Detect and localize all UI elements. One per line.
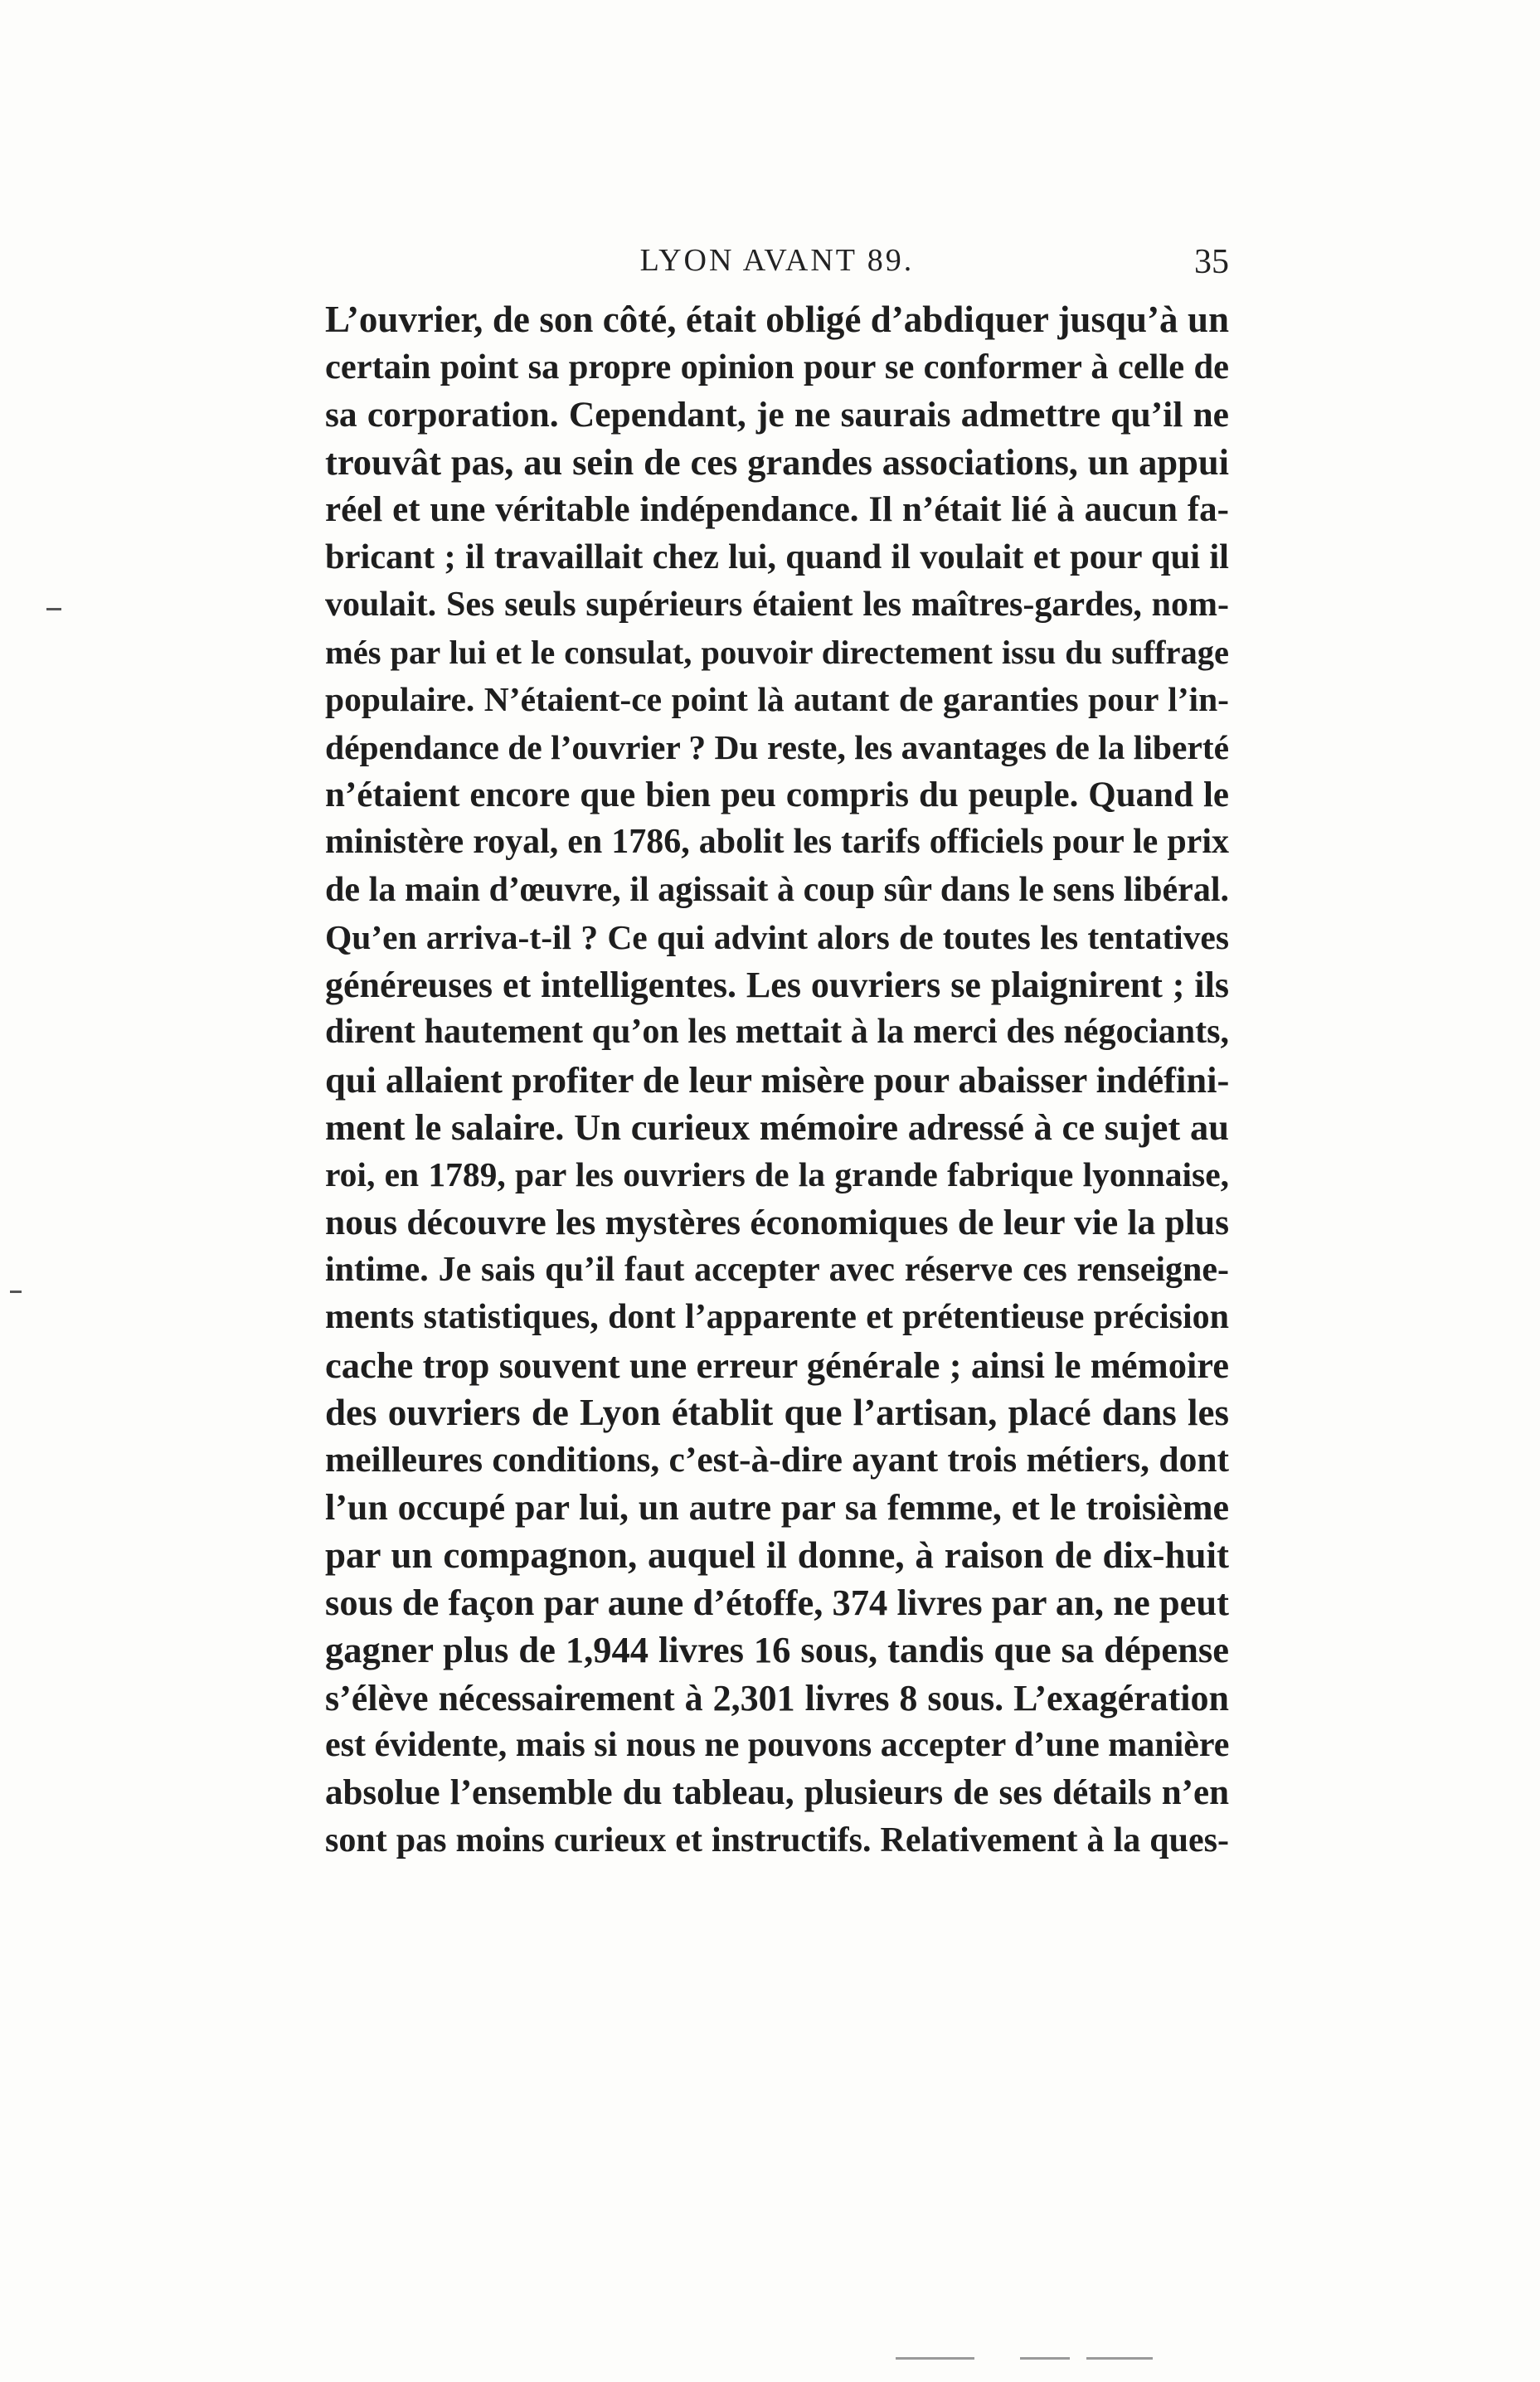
body-paragraph [325,296,1229,1864]
text-line: ment le salaire. Un curieux mémoire adressé à ce sujet au [325,1106,1229,1149]
text-line: s’élève nécessairement à 2,301 livres 8 sous. L’exagération [325,1677,1229,1718]
text-line: ministère royal, en 1786, abolit les tarifs officiels pour le prix [325,823,1229,862]
bottom-edge-rule [1020,2357,1070,2360]
text-line: gagner plus de 1,944 livres 16 sous, tandis que sa dépense [325,1629,1229,1671]
text-line: généreuses et intelligentes. Les ouvriers se plaignirent ; ils [325,965,1229,1006]
text-line: intime. Je sais qu’il faut accepter avec réserve ces renseigne- [325,1250,1229,1289]
bottom-edge-rule [896,2357,974,2360]
text-line: dirent hautement qu’on les mettait à la merci des négociants, [325,1013,1229,1052]
text-line: absolue l’ensemble du tableau, plusieurs de ses détails n’en [325,1773,1229,1813]
text-line: roi, en 1789, par les ouvriers de la grande fabrique lyonnaise, [325,1155,1229,1194]
text-line: de la main d’œuvre, il agissait à coup sûr dans le sens libéral. [325,870,1229,909]
text-line: certain point sa propre opinion pour se conformer à celle de [325,348,1229,387]
page-number: 35 [1194,243,1229,281]
text-line: ments statistiques, dont l’apparente et prétentieuse précision [325,1298,1229,1337]
text-line: qui allaient profiter de leur misère pour abaisser indéfini- [325,1058,1230,1101]
running-title: LYON AVANT 89. [639,243,915,278]
text-line: cache trop souvent une erreur générale ; ainsi le mémoire [325,1344,1229,1386]
text-line: réel et une véritable indépendance. Il n’était lié à aucun fa- [325,490,1229,530]
text-line: sous de façon par aune d’étoffe, 374 livres par an, ne peut [325,1582,1229,1624]
text-line: par un compagnon, auquel il donne, à raison de dix-huit [325,1534,1229,1576]
text-line: sont pas moins curieux et instructifs. Relativement à la ques- [325,1821,1229,1859]
text-line: est évidente, mais si nous ne pouvons accepter d’une manière [325,1725,1230,1764]
text-line: més par lui et le consulat, pouvoir directement issu du suffrage [325,634,1229,672]
text-line: des ouvriers de Lyon établit que l’artisan, placé dans les [325,1391,1229,1433]
text-line: voulait. Ses seuls supérieurs étaient les maîtres-gardes, nom- [325,585,1229,624]
text-line: l’un occupé par lui, un autre par sa femme, et le troisième [325,1487,1229,1529]
margin-mark-left-lower [10,1291,22,1293]
text-line: trouvât pas, au sein de ces grandes associations, un appui [325,440,1229,483]
text-line: n’étaient encore que bien peu compris du peuple. Quand le [325,775,1229,814]
text-line: bricant ; il travaillait chez lui, quand il voulait et pour qui il [325,537,1229,577]
running-head [325,242,1229,292]
text-line: nous découvre les mystères économiques de leur vie la plus [325,1202,1229,1242]
text-line: populaire. N’étaient-ce point là autant de garanties pour l’in- [325,680,1229,719]
bottom-edge-rule [1086,2357,1153,2360]
margin-mark-left-upper [46,608,61,610]
text-line: sa corporation. Cependant, je ne saurais admettre qu’il ne [325,394,1229,435]
text-line: meilleures conditions, c’est-à-dire ayant trois métiers, dont [325,1440,1229,1480]
text-line: L’ouvrier, de son côté, était obligé d’abdiquer jusqu’à un [325,299,1229,340]
text-line: Qu’en arriva-t-il ? Ce qui advint alors de toutes les tentatives [325,917,1229,956]
text-line: dépendance de l’ouvrier ? Du reste, les avantages de la liberté [325,727,1230,766]
